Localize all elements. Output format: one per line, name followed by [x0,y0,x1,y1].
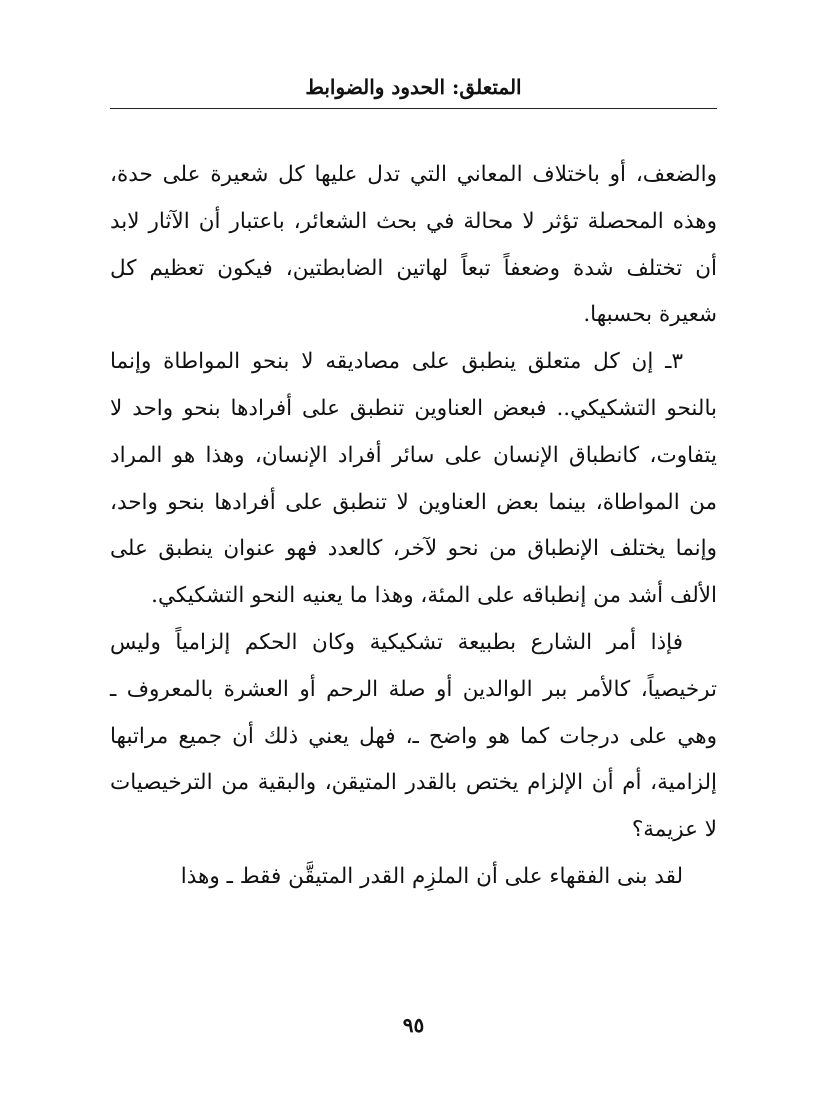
paragraph-4: لقد بنى الفقهاء على أن الملزِم القدر المتيقَّن فقط ـ وهذا [180,863,683,889]
running-header-title: المتعلق: الحدود والضوابط [305,75,522,99]
page-number: ٩٥ [402,1013,425,1037]
header-divider [110,108,717,109]
paragraph-1: والضعف، أو باختلاف المعاني التي تدل عليها كل شعيرة على حدة، وهذه المحصلة تؤثر لا محالة في بحث الشعائر، باعتبار أن الآثار لابد أن تختلف شدة وضعفاً تبعاً لهاتين الضابطتين، فيكون تعظيم كل شعيرة بحسبها. [110,162,717,328]
body-text [110,152,717,901]
paragraph-3: فإذا أمر الشارع بطبيعة تشكيكية وكان الحكم إلزامياً وليس ترخيصياً، كالأمر ببر الوالدين أو صلة الرحم أو العشرة بالمعروف ـ وهي على درجات كما هو واضح ـ، فهل يعني ذلك أن جميع مراتبها إلزامية، أم أن الإلزام يختص بالقدر المتيقن، والبقية من الترخيصيات لا عزيمة؟ [110,629,717,843]
paragraph-2: ٣ـ إن كل متعلق ينطبق على مصاديقه لا بنحو المواطاة وإنما بالنحو التشكيكي.. فبعض العناوين تنطبق على أفرادها بنحو واحد لا يتفاوت، كانطباق الإنسان على سائر أفراد الإنسان، وهذا هو المراد من المواطاة، بينما بعض العناوين لا تنطبق على أفرادها بنحو واحد، وإنما يختلف الإنطباق من نحو لآخر، كالعدد فهو عنوان ينطبق على الألف أشد من إنطباقه على المئة، وهذا ما يعنيه النحو التشكيكي. [110,349,717,609]
